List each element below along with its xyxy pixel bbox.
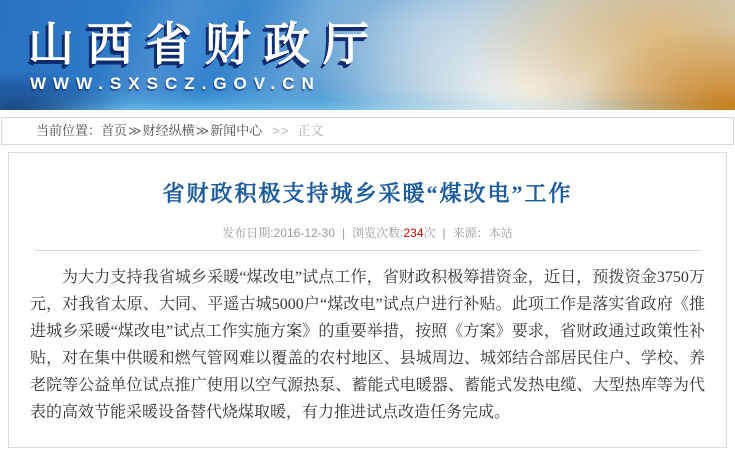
- article-body: 为大力支持我省城乡采暖“煤改电”试点工作，省财政积极筹措资金，近日，预拨资金3750万元，对我省太原、大同、平遥古城5000户“煤改电”试点户进行补贴。此项工作是落实省政府《推进城乡采暖“煤改电”试点工作实施方案》的重要举措，按照《方案》要求，省财政通过政策性补贴，对在集中供暖和燃气管网难以覆盖的农村地区、县城周边、城郊结合部居民住户、学校、养老院等公益单位试点推广使用以空气源热泵、蓄能式电暖器、蓄能式发热电缆、大型热库等为代表的高效节能采暖设备替代烧煤取暖，有力推进试点改造任务完成。: [30, 269, 705, 421]
- breadcrumb-item-home[interactable]: 首页: [101, 123, 128, 138]
- views-label: 浏览次数:: [352, 226, 404, 240]
- source-value: 本站: [488, 226, 513, 240]
- site-url: WWW.SXSCZ.GOV.CN: [30, 74, 321, 93]
- meta-separator-line: [35, 250, 700, 251]
- breadcrumb-current-page: 正文: [297, 123, 324, 138]
- breadcrumb-item-news-center[interactable]: 新闻中心: [210, 123, 263, 138]
- breadcrumb-label: 当前位置：: [36, 123, 102, 138]
- breadcrumb-item-finance[interactable]: 财经纵横: [142, 123, 195, 138]
- views-count: 234: [403, 226, 424, 240]
- source-label: 来源：: [452, 226, 489, 240]
- publish-date-value: 2016-12-30: [273, 226, 336, 240]
- article-title: 省财政积极支持城乡采暖“煤改电”工作: [162, 181, 573, 206]
- article-meta: [9, 224, 726, 241]
- breadcrumb-separator-icon: ≫: [128, 123, 142, 138]
- breadcrumb-current-separator-icon: >>: [272, 123, 290, 138]
- article-container: [8, 152, 727, 448]
- meta-divider-glyph: |: [342, 226, 346, 240]
- breadcrumb: [1, 117, 734, 145]
- publish-date-label: 发布日期:: [222, 226, 274, 240]
- breadcrumb-separator-icon: ≫: [195, 123, 210, 138]
- views-unit: 次: [423, 226, 436, 240]
- site-title: 山西省财政厅: [28, 18, 382, 70]
- meta-divider-glyph: |: [442, 226, 446, 240]
- site-banner: [0, 0, 735, 110]
